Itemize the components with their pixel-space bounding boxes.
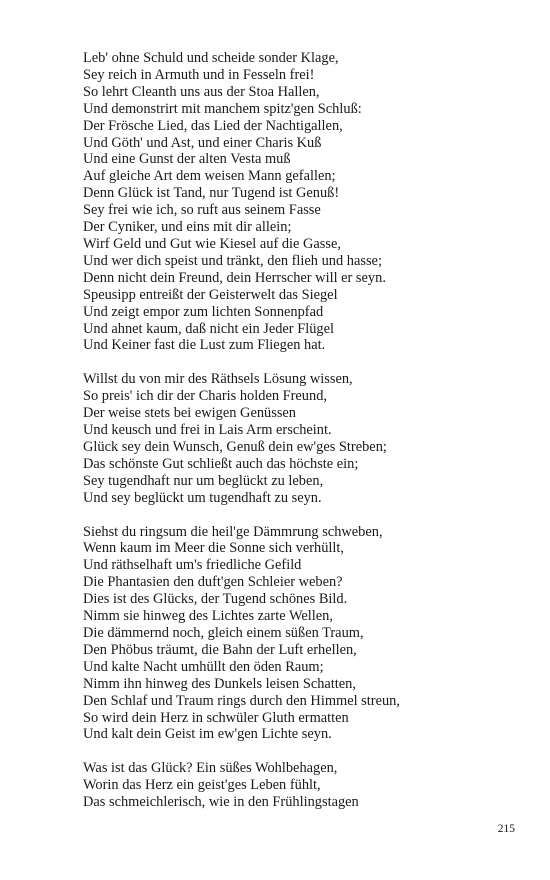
poem-line: Und ahnet kaum, daß nicht ein Jeder Flügel bbox=[83, 320, 334, 337]
poem-line: Willst du von mir des Räthsels Lösung wissen, bbox=[83, 371, 353, 388]
poem-line: So wird dein Herz in schwüler Gluth ermatten bbox=[83, 709, 349, 726]
stanza-2 bbox=[83, 371, 523, 506]
poem-line: Nimm sie hinweg des Lichtes zarte Wellen, bbox=[83, 608, 333, 625]
poem-line: Sey frei wie ich, so ruft aus seinem Fasse bbox=[83, 202, 321, 219]
poem-line: Sey reich in Armuth und in Fesseln frei! bbox=[83, 66, 315, 83]
poem-line: Worin das Herz ein geist'ges Leben fühlt, bbox=[83, 777, 321, 794]
poem-line: Die dämmernd noch, gleich einem süßen Traum, bbox=[83, 625, 364, 641]
poem-line: Und Keiner fast die Lust zum Fliegen hat. bbox=[83, 337, 326, 354]
poem-line: So lehrt Cleanth uns aus der Stoa Hallen, bbox=[83, 83, 320, 100]
poem-line: Dies ist des Glücks, der Tugend schönes Bild. bbox=[83, 591, 348, 608]
poem-line: Leb' ohne Schuld und scheide sonder Klage, bbox=[83, 50, 339, 66]
poem-line: Die Phantasien den duft'gen Schleier weben? bbox=[83, 574, 343, 591]
poem-line: Wenn kaum im Meer die Sonne sich verhüllt, bbox=[83, 540, 345, 557]
poem-line: Den Phöbus träumt, die Bahn der Luft erhellen, bbox=[83, 641, 357, 658]
poem-line: Und eine Gunst der alten Vesta muß bbox=[83, 151, 291, 168]
poem-line: Nimm ihn hinweg des Dunkels leisen Schatten, bbox=[83, 675, 356, 692]
poem-line: Und keusch und frei in Lais Arm erscheint. bbox=[83, 422, 332, 439]
poem-line: Und kalte Nacht umhüllt den öden Raum; bbox=[83, 658, 324, 675]
poem-line: Denn Glück ist Tand, nur Tugend ist Genuß! bbox=[83, 185, 340, 202]
poem-line: Der Cyniker, und eins mit dir allein; bbox=[83, 219, 292, 236]
poem-line: Denn nicht dein Freund, dein Herrscher will er seyn. bbox=[83, 269, 386, 286]
poem-line: Der Frösche Lied, das Lied der Nachtigallen, bbox=[83, 117, 343, 134]
poem-line: Siehst du ringsum die heil'ge Dämmrung schweben, bbox=[83, 523, 383, 540]
poem-line: Das schönste Gut schließt auch das höchste ein; bbox=[83, 455, 359, 472]
poem-line: Sey tugendhaft nur um beglückt zu leben, bbox=[83, 472, 324, 489]
poem-line: Und demonstrirt mit manchem spitz'gen Schluß: bbox=[83, 100, 362, 117]
poem-line: Und sey beglückt um tugendhaft zu seyn. bbox=[83, 489, 322, 506]
poem-line: Und wer dich speist und tränkt, den flieh und hasse; bbox=[83, 252, 382, 269]
poem-line: Auf gleiche Art dem weisen Mann gefallen; bbox=[83, 168, 336, 185]
poem-line: Und Göth' und Ast, und einer Charis Kuß bbox=[83, 134, 322, 151]
poem-line: Und räthselhaft um's friedliche Gefild bbox=[83, 557, 302, 574]
poem-line: Das schmeichlerisch, wie in den Frühlingstagen bbox=[83, 794, 359, 811]
stanza-4 bbox=[83, 760, 523, 811]
poem-line: Und kalt dein Geist im ew'gen Lichte seyn. bbox=[83, 726, 332, 743]
stanza-3 bbox=[83, 524, 523, 744]
poem-line: Der weise stets bei ewigen Genüssen bbox=[83, 405, 296, 422]
poem-line: Was ist das Glück? Ein süßes Wohlbehagen, bbox=[83, 760, 338, 777]
stanza-1 bbox=[83, 50, 523, 354]
poem-line: So preis' ich dir der Charis holden Freund, bbox=[83, 388, 327, 405]
poem-line: Den Schlaf und Traum rings durch den Himmel streun, bbox=[83, 692, 400, 709]
poem-line: Glück sey dein Wunsch, Genuß dein ew'ges Streben; bbox=[83, 438, 387, 455]
poem-line: Speusipp entreißt der Geisterwelt das Siegel bbox=[83, 286, 338, 303]
poem-line: Wirf Geld und Gut wie Kiesel auf die Gasse, bbox=[83, 235, 341, 252]
page-number: 215 bbox=[497, 823, 515, 835]
poem-line: Und zeigt empor zum lichten Sonnenpfad bbox=[83, 303, 324, 320]
poem-body bbox=[83, 50, 523, 828]
